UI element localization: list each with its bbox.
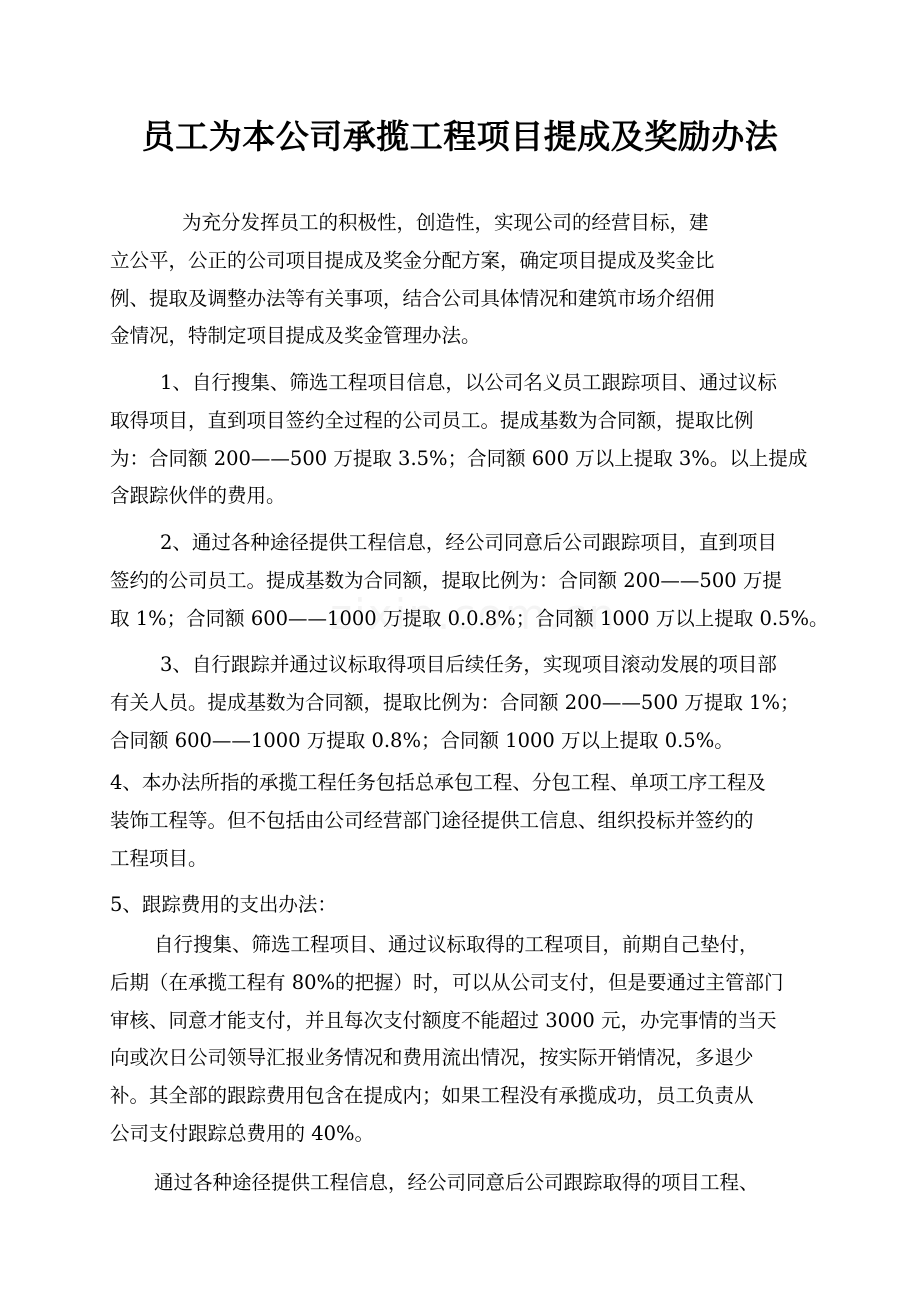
item-5-body-paragraph (110, 926, 832, 1153)
item-5-line-2: 后期（在承揽工程有 80%的把握）时，可以从公司支付，但是要通过主管部门 (110, 970, 784, 994)
document-title: 员工为本公司承揽工程项目提成及奖励办法 (141, 117, 779, 156)
item-5-heading: 5、跟踪费用的支出办法： (110, 893, 337, 916)
item-3-paragraph (110, 646, 832, 759)
item-4-paragraph (110, 764, 832, 877)
item-5-continuation-paragraph (110, 1164, 832, 1202)
item-2-line-3: 取 1%；合同额 600——1000 万提取 0.0.8%；合同额 1000 万以上提取 0.5%。 (110, 606, 829, 630)
item-4-line-2: 装饰工程等。但不包括由公司经营部门途径提供工信息、组织投标并签约的 (110, 808, 754, 832)
item-3-line-3: 合同额 600——1000 万提取 0.8%；合同额 1000 万以上提取 0.5%。 (110, 728, 734, 752)
intro-line-3: 例、提取及调整办法等有关事项，结合公司具体情况和建筑市场介绍佣 (110, 286, 715, 310)
item-2-line-1: 2、通过各种途径提供工程信息，经公司同意后公司跟踪项目，直到项目 (160, 531, 777, 554)
item-5-line-1: 自行搜集、筛选工程项目、通过议标取得的工程项目，前期自己垫付， (154, 933, 759, 956)
item-1-line-3: 为：合同额 200——500 万提取 3.5%；合同额 600 万以上提取 3%。以上提成 (110, 446, 808, 470)
item-2-line-2: 签约的公司员工。提成基数为合同额，提取比例为：合同额 200——500 万提 (110, 568, 782, 592)
item-4-line-3: 工程项目。 (110, 846, 208, 870)
item-5-heading-paragraph (110, 886, 832, 924)
item-1-line-2: 取得项目，直到项目签约全过程的公司员工。提成基数为合同额，提取比例 (110, 408, 754, 432)
intro-line-4: 金情况，特制定项目提成及奖金管理办法。 (110, 324, 481, 348)
item-5-line-3: 审核、同意才能支付，并且每次支付额度不能超过 3000 元，办完事情的当天 (110, 1008, 777, 1032)
item-1-line-4: 含跟踪伙伴的费用。 (110, 484, 286, 508)
item-1-line-1: 1、自行搜集、筛选工程项目信息，以公司名义员工跟踪项目、通过议标 (160, 371, 777, 394)
intro-line-2: 立公平，公正的公司项目提成及奖金分配方案，确定项目提成及奖金比 (110, 248, 715, 272)
intro-line-1: 为充分发挥员工的积极性，创造性，实现公司的经营目标，建 (182, 211, 709, 234)
item-5-continuation-line-1: 通过各种途径提供工程信息，经公司同意后公司跟踪取得的项目工程、 (154, 1171, 759, 1194)
item-4-line-1: 4、本办法所指的承揽工程任务包括总承包工程、分包工程、单项工序工程及 (110, 771, 766, 794)
item-5-line-4: 向或次日公司领导汇报业务情况和费用流出情况，按实际开销情况，多退少 (110, 1046, 754, 1070)
item-3-line-1: 3、自行跟踪并通过议标取得项目后续任务，实现项目滚动发展的项目部 (160, 653, 777, 676)
item-5-line-6: 公司支付跟踪总费用的 40%。 (110, 1121, 375, 1145)
item-1-paragraph (110, 364, 832, 515)
item-3-line-2: 有关人员。提成基数为合同额，提取比例为：合同额 200——500 万提取 1%； (110, 690, 800, 714)
item-5-line-5: 补。其全部的跟踪费用包含在提成内；如果工程没有承揽成功，员工负责从 (110, 1084, 754, 1108)
intro-paragraph (110, 204, 832, 355)
item-2-paragraph (110, 524, 832, 637)
